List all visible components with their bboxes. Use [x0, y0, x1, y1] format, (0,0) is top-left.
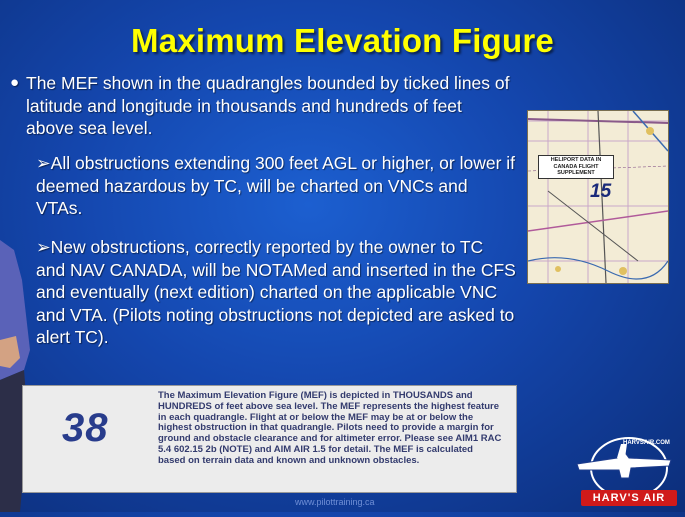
- sub-bullet-obstructions: [36, 152, 516, 220]
- sub-bullet-arrow-icon: ➢: [36, 153, 51, 173]
- watermark: www.pilottraining.ca: [295, 497, 375, 507]
- main-bullet: [10, 72, 510, 140]
- sub-bullet-arrow-icon: ➢: [36, 237, 51, 257]
- bullet-dot-icon: ●: [10, 74, 20, 91]
- mef-legend-text: The Maximum Elevation Figure (MEF) is depicted in THOUSANDS and HUNDREDS of feet above sea level. The MEF represents the highest feature in each quadrangle. Flight at or below the MEF may be at or below the highest obstruction in that quadrangle. Pilots need to provide a margin for ground and obstacle clearance and for altimeter error. Please see AIM1 RAC 5.4 602.15 2b (NOTE) and AIM AIR 1.5 for detail. The MEF is calculated based on terrain data and known and unknown obstacles.: [158, 390, 502, 466]
- sub-bullet-text: All obstructions extending 300 feet AGL or higher, or lower if deemed hazardous by TC, will be charted on VNCs and VTAs.: [36, 153, 516, 218]
- logo-url: HARVSAIR.COM: [623, 440, 670, 446]
- chart-excerpt-image: [527, 110, 669, 284]
- logo-text: HARV'S AIR: [592, 492, 666, 504]
- chart-mef-value: 15: [590, 181, 612, 202]
- mef-example-value: 38: [62, 406, 109, 450]
- main-bullet-text: The MEF shown in the quadrangles bounded by ticked lines of latitude and longitude in thousands and hundreds of feet above sea level.: [26, 73, 510, 138]
- sub-bullet-new-obstructions: [36, 236, 516, 349]
- sub-bullet-text: New obstructions, correctly reported by the owner to TC and NAV CANADA, will be NOTAMed and inserted in the CFS and eventually (next edition) charted on the applicable VNC and VTA. (Pilots noting obstructions not depicted are asked to alert TC).: [36, 237, 516, 347]
- harvs-air-logo: [571, 428, 683, 512]
- heliport-note: HELIPORT DATA IN CANADA FLIGHT SUPPLEMENT: [538, 155, 614, 179]
- slide-title: Maximum Elevation Figure: [131, 22, 554, 59]
